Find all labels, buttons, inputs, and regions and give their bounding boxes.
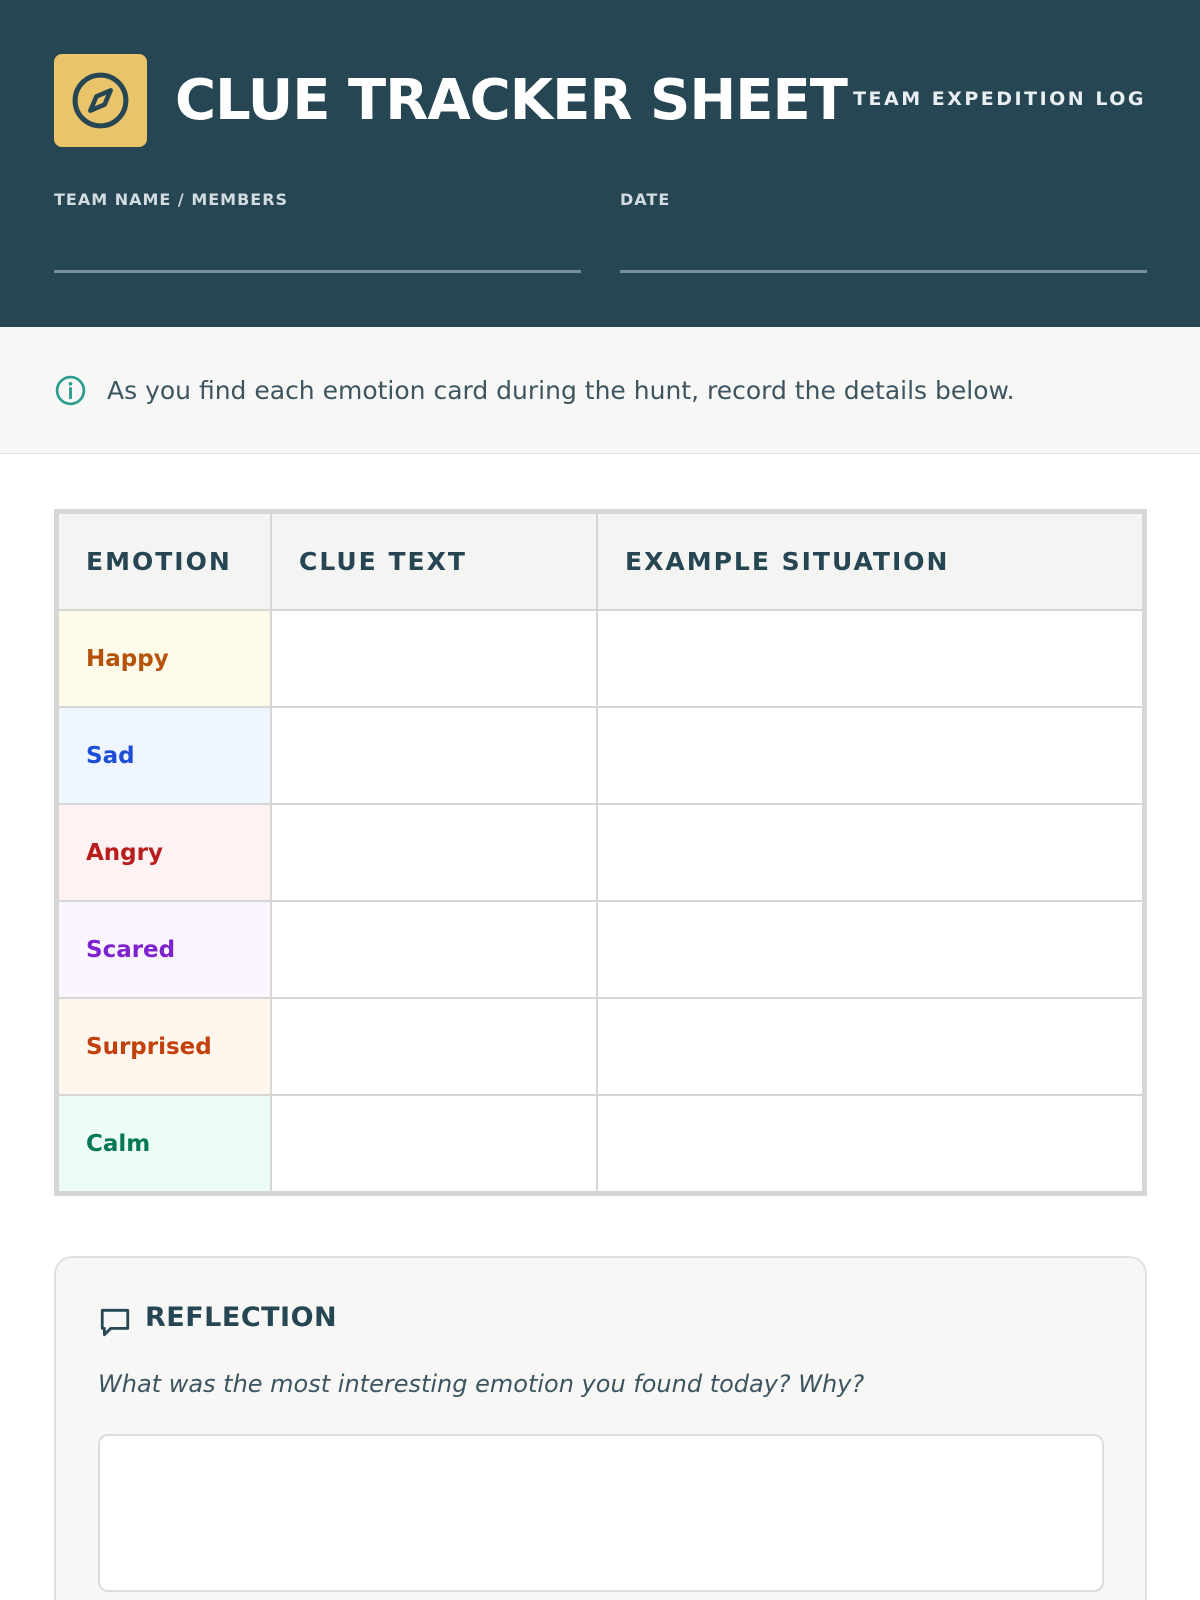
speech-bubble-icon — [98, 1305, 132, 1343]
table-row — [58, 901, 1143, 998]
clue-table — [54, 509, 1147, 1196]
team-name-label: TEAM NAME / MEMBERS — [54, 190, 289, 209]
info-icon — [54, 374, 87, 411]
example-situation-input[interactable] — [598, 708, 1142, 803]
example-situation-cell — [597, 901, 1143, 998]
table-row — [58, 1095, 1143, 1192]
emotion-cell-happy: Happy — [58, 610, 271, 707]
example-situation-cell — [597, 707, 1143, 804]
column-header-example-situation: EXAMPLE SITUATION — [597, 513, 1143, 610]
reflection-answer-input[interactable] — [98, 1434, 1104, 1592]
page-subtitle: TEAM EXPEDITION LOG — [853, 88, 1146, 110]
column-header-clue-text: CLUE TEXT — [271, 513, 597, 610]
example-situation-cell — [597, 1095, 1143, 1192]
clue-text-cell — [271, 998, 597, 1095]
example-situation-input[interactable] — [598, 1096, 1142, 1191]
clue-text-input[interactable] — [272, 1096, 596, 1191]
example-situation-input[interactable] — [598, 999, 1142, 1094]
date-input[interactable] — [620, 230, 1147, 273]
table-header-row — [58, 513, 1143, 610]
emotion-cell-calm: Calm — [58, 1095, 271, 1192]
clue-text-cell — [271, 707, 597, 804]
example-situation-input[interactable] — [598, 611, 1142, 706]
example-situation-cell — [597, 610, 1143, 707]
clue-text-input[interactable] — [272, 708, 596, 803]
emotion-cell-angry: Angry — [58, 804, 271, 901]
example-situation-cell — [597, 998, 1143, 1095]
table-row — [58, 804, 1143, 901]
table-row — [58, 610, 1143, 707]
clue-text-input[interactable] — [272, 902, 596, 997]
emotion-cell-scared: Scared — [58, 901, 271, 998]
table-row — [58, 707, 1143, 804]
column-header-emotion: EMOTION — [58, 513, 271, 610]
reflection-title: REFLECTION — [145, 1302, 338, 1333]
clue-text-input[interactable] — [272, 805, 596, 900]
clue-text-cell — [271, 1095, 597, 1192]
table-row — [58, 998, 1143, 1095]
example-situation-cell — [597, 804, 1143, 901]
clue-text-cell — [271, 804, 597, 901]
example-situation-input[interactable] — [598, 902, 1142, 997]
example-situation-input[interactable] — [598, 805, 1142, 900]
reflection-card — [54, 1256, 1147, 1600]
emotion-cell-surprised: Surprised — [58, 998, 271, 1095]
clue-text-cell — [271, 901, 597, 998]
team-name-input[interactable] — [54, 230, 581, 273]
date-label: DATE — [620, 190, 671, 209]
reflection-question: What was the most interesting emotion you found today? Why? — [98, 1370, 865, 1398]
clue-text-input[interactable] — [272, 999, 596, 1094]
clue-text-input[interactable] — [272, 611, 596, 706]
page-title: CLUE TRACKER SHEET — [175, 68, 847, 133]
clue-text-cell — [271, 610, 597, 707]
logo — [54, 54, 147, 147]
header — [0, 0, 1200, 327]
instructions-text: As you find each emotion card during the hunt, record the details below. — [107, 376, 1015, 405]
emotion-cell-sad: Sad — [58, 707, 271, 804]
